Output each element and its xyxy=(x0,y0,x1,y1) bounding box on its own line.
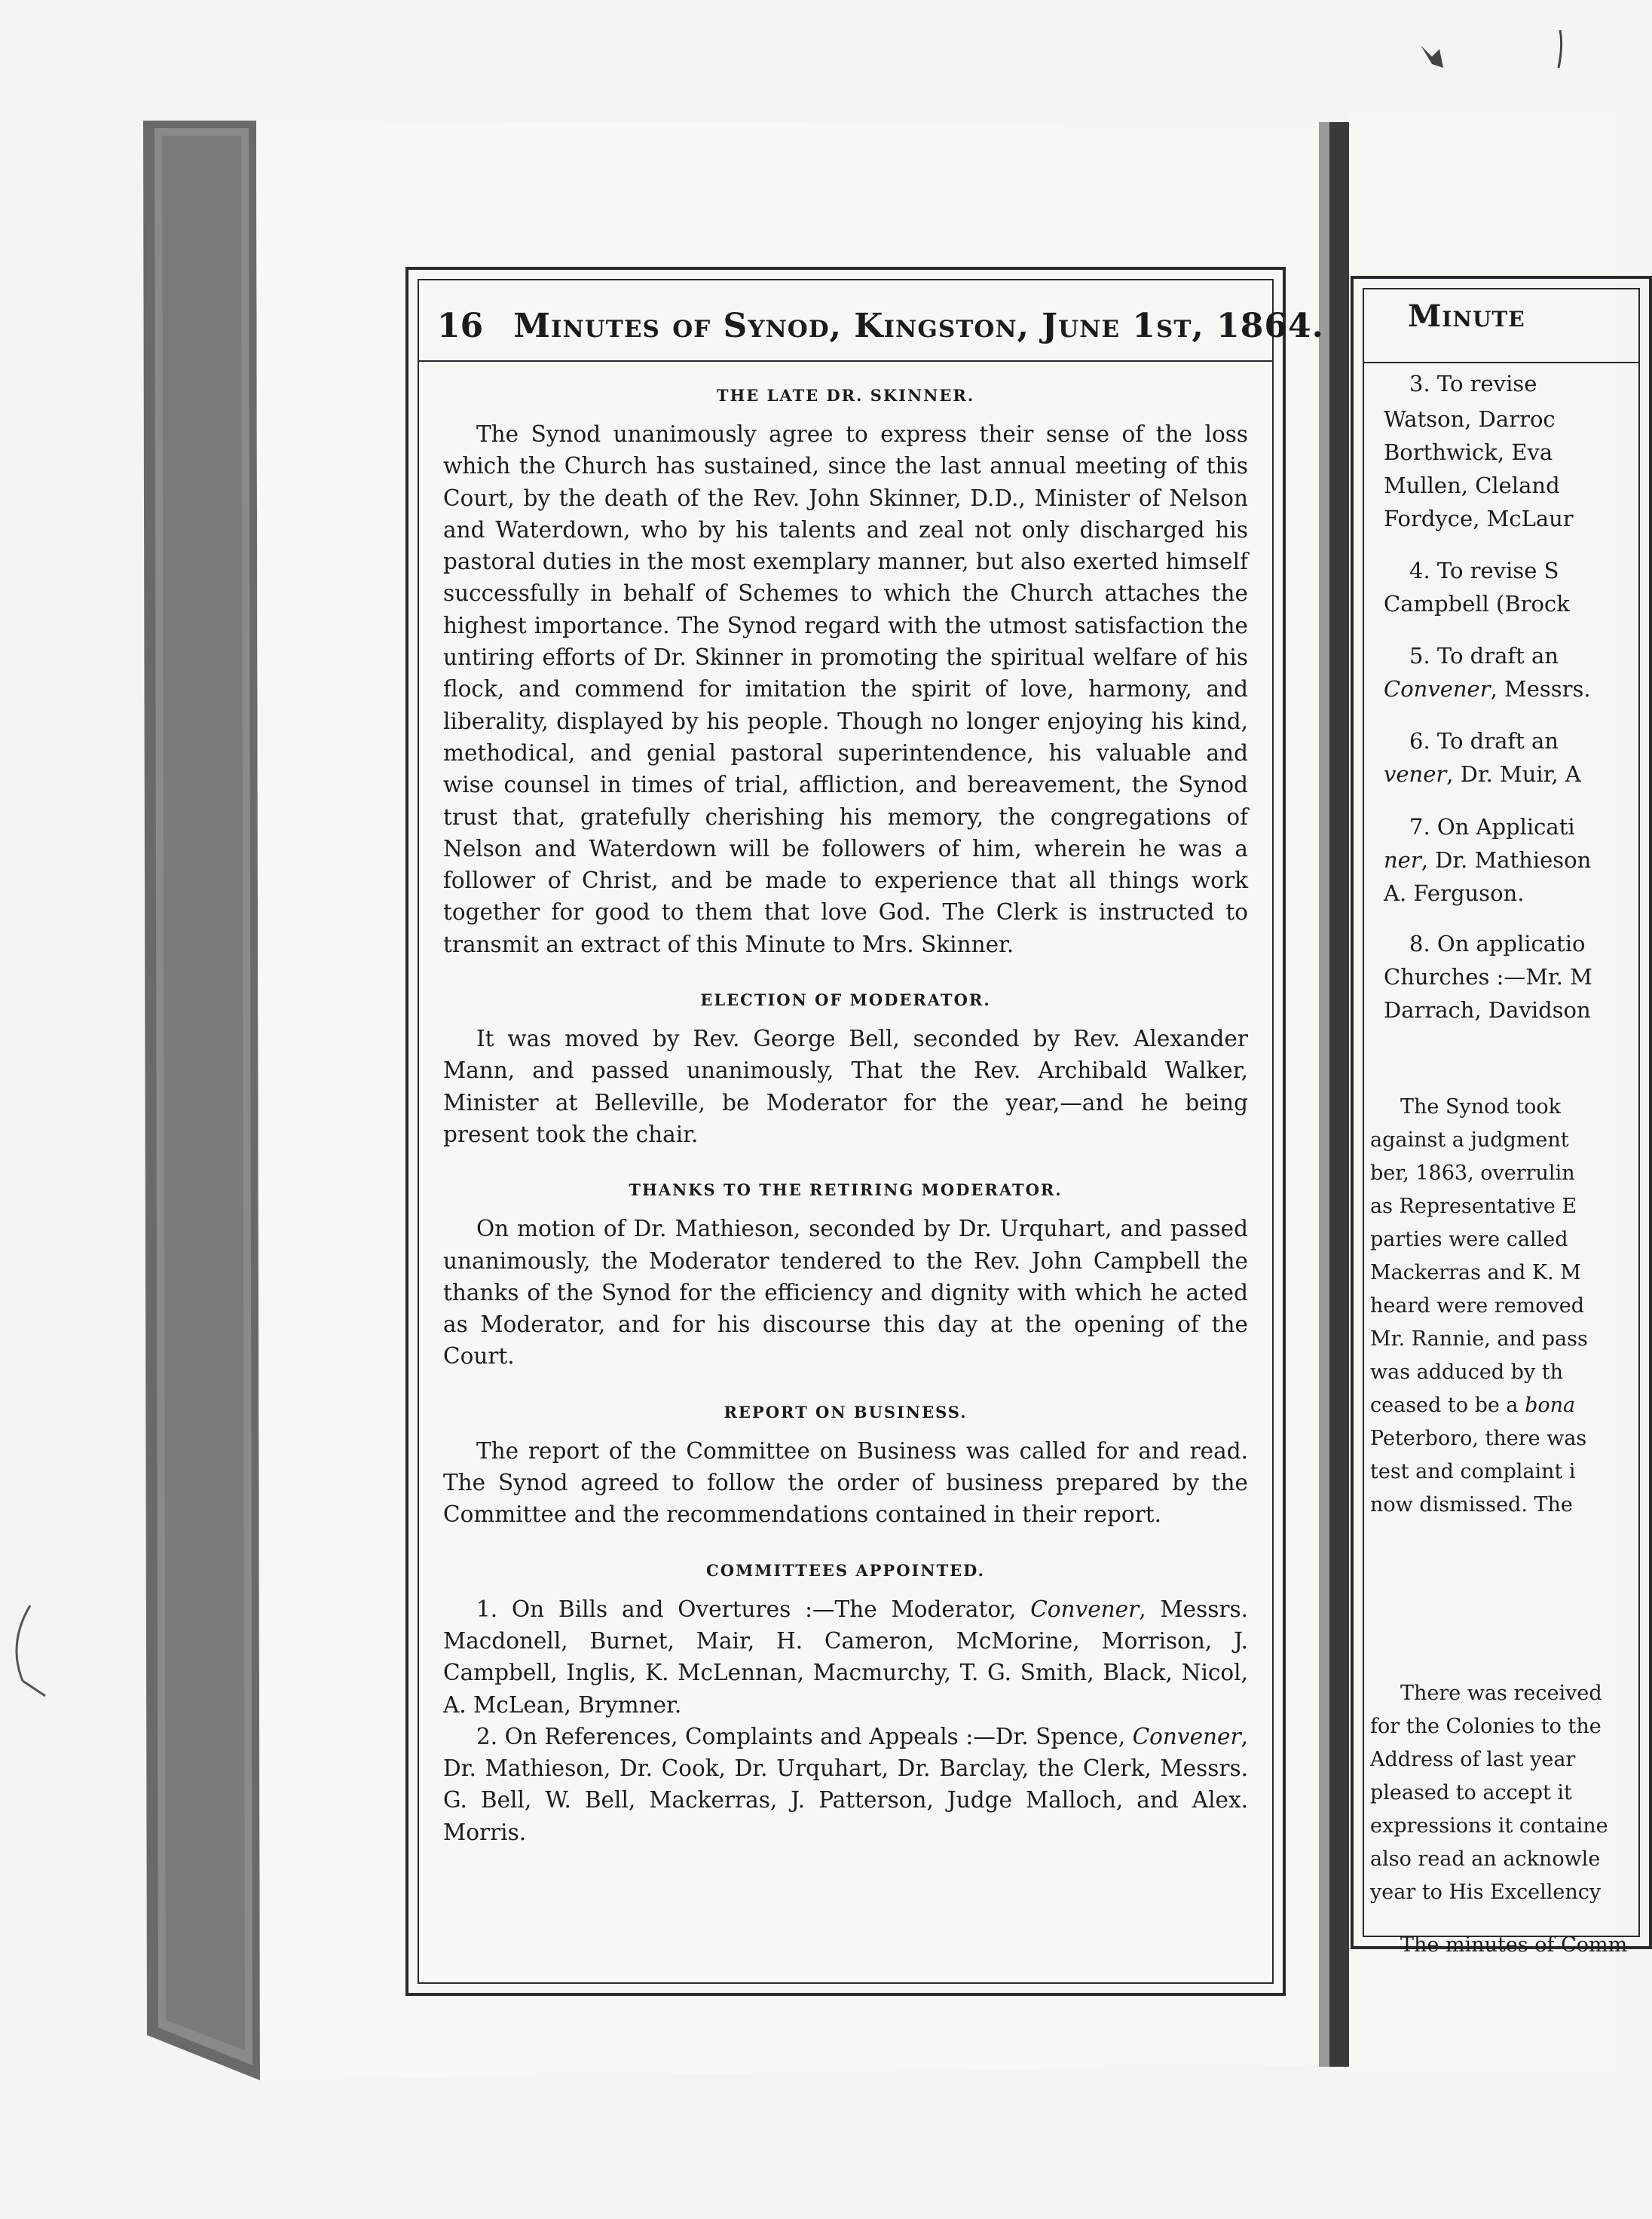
right-page-line: as Representative E xyxy=(1370,1195,1577,1218)
right-page-text xyxy=(1370,0,1628,2219)
paragraph-committee-references-appeals: 2. On References, Complaints and Appeals :—Dr. Spence, Convener, Dr. Mathieson, Dr. Cook, Dr. Urquhart, Dr. Barclay, the Clerk, Messrs. G. Bell, W. Bell, Mackerras, J. Patterson, Judge Malloch, and Alex. Morris. xyxy=(443,1723,1248,1845)
right-page-line: was adduced by th xyxy=(1370,1360,1564,1384)
right-page-line: Fordyce, McLaur xyxy=(1384,506,1574,531)
right-page-line: ceased to be a bona xyxy=(1370,1394,1576,1417)
gutter xyxy=(1328,122,1349,2067)
right-page-line: vener, Dr. Muir, A xyxy=(1384,761,1581,787)
paragraph-committee-bills-overtures: 1. On Bills and Overtures :—The Moderator, Convener, Messrs. Macdonell, Burnet, Mair, H. Cameron, McMorine, Morrison, J. Campbell, Inglis, K. McLennan, Macmurchy, T. G. Smith, Black, Nicol, A. McLean, Brymner. xyxy=(443,1596,1248,1718)
section-heading-committees-appointed: COMMITTEES APPOINTED. xyxy=(706,1560,985,1580)
right-page-line: Convener, Messrs. xyxy=(1384,676,1591,702)
right-page-line: Mr. Rannie, and pass xyxy=(1370,1327,1588,1351)
right-page-line: test and complaint i xyxy=(1370,1460,1576,1483)
page-body xyxy=(443,381,1248,1878)
right-page-line: A. Ferguson. xyxy=(1384,880,1525,906)
right-running-title: Minute xyxy=(1408,298,1525,334)
right-page-line: The Synod took xyxy=(1400,1095,1561,1119)
section-heading-thanks-retiring-moderator: THANKS TO THE RETIRING MODERATOR. xyxy=(629,1180,1063,1200)
right-page-line: heard were removed xyxy=(1370,1294,1585,1318)
right-page-line: also read an acknowle xyxy=(1370,1847,1601,1871)
right-page-line: Watson, Darroc xyxy=(1384,406,1556,432)
right-page-line: 5. To draft an xyxy=(1409,643,1559,669)
paragraph-election-of-moderator: It was moved by Rev. George Bell, seconded by Rev. Alexander Mann, and passed unanimously, That the Rev. Archibald Walker, Minister at Belleville, be Moderator for the year,—and he being present took the chair. xyxy=(443,1026,1248,1147)
running-header xyxy=(437,288,1324,363)
right-page-line: for the Colonies to the xyxy=(1370,1715,1602,1738)
right-page-line: 4. To revise S xyxy=(1409,558,1559,583)
right-page-line: ber, 1863, overrulin xyxy=(1370,1162,1575,1185)
right-page-line: The minutes of Comm xyxy=(1400,1933,1628,1957)
right-page-line: 3. To revise xyxy=(1409,371,1537,396)
right-page-line: ner, Dr. Mathieson xyxy=(1384,847,1592,873)
right-page-line: Address of last year xyxy=(1370,1748,1576,1771)
section-heading-late-dr-skinner: THE LATE DR. SKINNER. xyxy=(716,386,975,405)
paragraph-report-on-business: The report of the Committee on Business was called for and read. The Synod agreed to follow the order of business prepared by the Committee and the recommendations contained in their report. xyxy=(443,1437,1248,1528)
right-page-line: Churches :—Mr. M xyxy=(1384,964,1592,990)
left-page-frame xyxy=(405,267,1324,1996)
right-page-line: Mackerras and K. M xyxy=(1370,1261,1581,1284)
right-page-line: Campbell (Brock xyxy=(1384,591,1570,617)
right-page-line: 7. On Applicati xyxy=(1409,814,1575,840)
section-heading-election-of-moderator: ELECTION OF MODERATOR. xyxy=(700,990,991,1010)
right-page-line: Darrach, Davidson xyxy=(1384,997,1591,1023)
running-title: Minutes of Synod, Kingston, June 1st, 1864. xyxy=(513,306,1324,345)
right-page-line: against a judgment xyxy=(1370,1128,1569,1152)
right-page-line: Borthwick, Eva xyxy=(1384,439,1553,465)
right-page-line: 8. On applicatio xyxy=(1409,931,1586,956)
right-page-line: pleased to accept it xyxy=(1370,1781,1572,1804)
paragraph-late-dr-skinner: The Synod unanimously agree to express their sense of the loss which the Church has sustained, since the last annual meeting of this Court, by the death of the Rev. John Skinner, D.D., Minister of Nelson and Waterdown, who by his talents and zeal not only discharged his pastoral duties in the most exemplary manner, but also exerted himself successfully in behalf of Schemes to which the Church attaches the highest importance. The Synod regard with the utmost satisfaction the untiring efforts of Dr. Skinner in promoting the spiritual welfare of his flock, and commend for imitation the spirit of love, harmony, and liberality, displayed by his people. Though no longer enjoying his kind, methodical, and genial pastoral superintendence, his valuable and wise counsel in times of trial, affliction, and bereavement, the Synod trust that, gratefully cherishing his memory, the congregations of Nelson and Waterdown will be followers of him, wherein he was a follower of Christ, and be made to experience that all things work together for good to them that love God. The Clerk is instructed to transmit an extract of this Minute to Mrs. Skinner. xyxy=(443,421,1248,957)
right-page-line: Mullen, Cleland xyxy=(1384,473,1560,498)
right-page-line: now dismissed. The xyxy=(1370,1493,1573,1517)
right-page-line: 6. To draft an xyxy=(1409,728,1559,754)
paragraph-thanks-retiring-moderator: On motion of Dr. Mathieson, seconded by Dr. Urquhart, and passed unanimously, the Moderator tendered to the Rev. John Campbell the thanks of the Synod for the efficiency and dignity with which he acted as Moderator, and for his discourse this day at the opening of the Court. xyxy=(443,1216,1248,1370)
section-heading-report-on-business: REPORT ON BUSINESS. xyxy=(724,1402,968,1422)
right-page-line: Peterboro, there was xyxy=(1370,1427,1587,1450)
right-page-line: expressions it containe xyxy=(1370,1814,1608,1838)
right-page-line: parties were called xyxy=(1370,1228,1568,1251)
right-page-line: There was received xyxy=(1400,1682,1602,1705)
right-page-line: year to His Excellency xyxy=(1370,1881,1602,1904)
page-number: 16 xyxy=(437,306,484,345)
